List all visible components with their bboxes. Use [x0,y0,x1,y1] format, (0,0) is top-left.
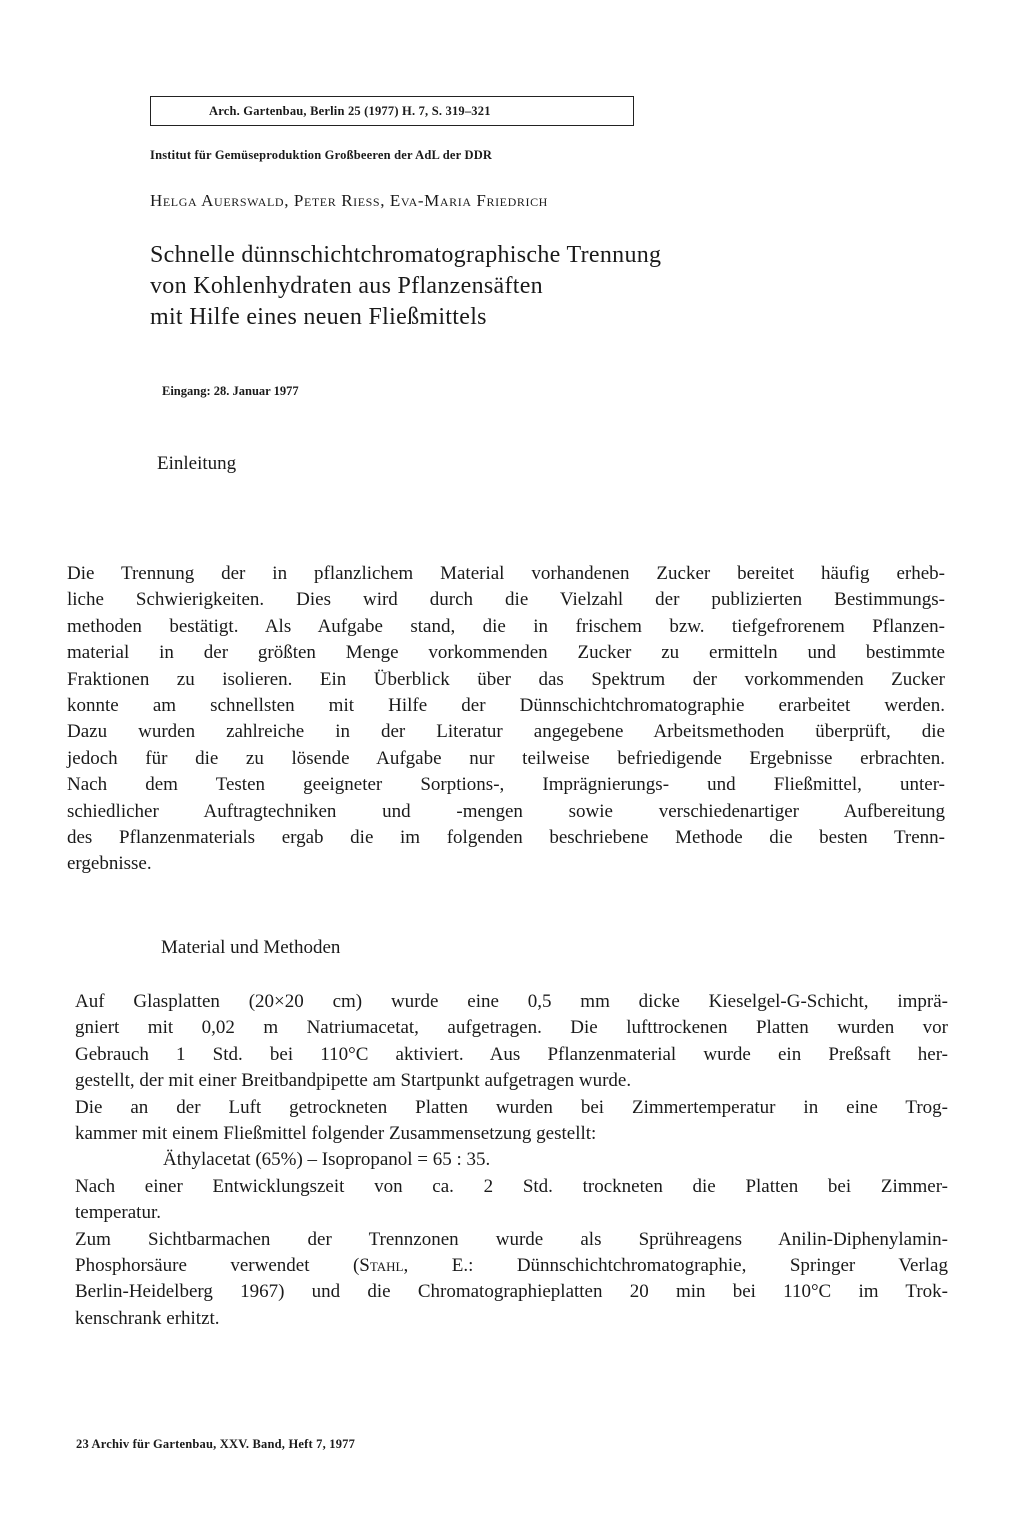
text-line: schiedlicher Auftragtechniken und -mengen sowie verschiedenartiger Aufbereitung [67,800,945,822]
text-line: Fraktionen zu isolieren. Ein Überblick über das Spektrum der vorkommenden Zucker [67,668,945,690]
paper-title [150,240,661,333]
text-line: gestellt, der mit einer Breitbandpipette am Startpunkt aufgetragen wurde. [75,1070,632,1092]
page-footer: 23 Archiv für Gartenbau, XXV. Band, Heft 7, 1977 [76,1437,356,1451]
text-line: Die an der Luft getrockneten Platten wurden bei Zimmertemperatur in eine Trog- [75,1096,948,1118]
title-line: Schnelle dünnschichtchromatographische Trennung [150,242,662,268]
text-line: Nach einer Entwicklungszeit von ca. 2 Std. trockneten die Platten bei Zimmer- [75,1175,948,1197]
text-line: Berlin-Heidelberg 1967) und die Chromatographieplatten 20 min bei 110°C im Trok- [75,1281,948,1303]
text-line: konnte am schnellsten mit Hilfe der Dünnschichtchromatographie erarbeitet werden. [67,695,945,717]
text-line: kammer mit einem Fließmittel folgender Zusammensetzung gestellt: [75,1123,597,1145]
text-fragment: Phosphorsäure verwendet ( [75,1255,360,1277]
text-line: des Pflanzenmaterials ergab die im folgenden beschriebene Methode die besten Trenn- [67,827,945,849]
cited-author: Stahl [359,1255,404,1277]
text-line: ergebnisse. [67,853,152,875]
text-line: gniert mit 0,02 m Natriumacetat, aufgetragen. Die lufttrockenen Platten wurden vor [75,1017,948,1039]
text-line: kenschrank erhitzt. [75,1307,220,1329]
received-date: Eingang: 28. Januar 1977 [162,384,299,398]
text-line [75,1253,948,1279]
institute-line: Institut für Gemüseproduktion Großbeeren der AdL der DDR [150,148,493,162]
title-line: von Kohlenhydraten aus Pflanzensäften [150,273,543,299]
text-line: liche Schwierigkeiten. Dies wird durch die Vielzahl der publizierten Bestimmungs- [67,589,945,611]
journal-citation-box [150,96,634,126]
text-line: Die Trennung der in pflanzlichem Material vorhandenen Zucker bereitet häufig erheb- [67,563,945,584]
methods-paragraph [75,989,948,1332]
journal-citation: Arch. Gartenbau, Berlin 25 (1977) H. 7, S. 319–321 [209,103,491,118]
text-line: methoden bestätigt. Als Aufgabe stand, die in frischem bzw. tiefgefrorenem Pflanzen- [67,615,945,637]
title-line: mit Hilfe eines neuen Fließmittels [150,304,487,330]
introduction-paragraph [67,561,945,878]
text-line: temperatur. [75,1202,161,1224]
text-line: Zum Sichtbarmachen der Trennzonen wurde als Sprühreagens Anilin-Diphenylamin- [75,1228,948,1250]
text-fragment: , E.: Dünnschichtchromatographie, Springer Verlag [403,1255,948,1277]
text-line: Nach dem Testen geeigneter Sorptions-, Imprägnierungs- und Fließmittel, unter- [67,774,945,796]
text-line: Auf Glasplatten (20×20 cm) wurde eine 0,5 mm dicke Kieselgel-G-Schicht, imprä- [75,991,948,1012]
section-heading-introduction: Einleitung [157,453,237,474]
solvent-formula: Äthylacetat (65%) – Isopropanol = 65 : 35. [163,1149,491,1171]
text-line: jedoch für die zu lösende Aufgabe nur teilweise befriedigende Ergebnisse erbrachten. [67,747,945,769]
text-line: Dazu wurden zahlreiche in der Literatur angegebene Arbeitsmethoden überprüft, die [67,721,945,743]
text-line: material in der größten Menge vorkommenden Zucker zu ermitteln und bestimmte [67,642,945,664]
section-heading-methods: Material und Methoden [161,937,341,958]
text-line: Gebrauch 1 Std. bei 110°C aktiviert. Aus Pflanzenmaterial wurde ein Preßsaft her- [75,1043,948,1065]
author-list: Helga Auerswald, Peter Riess, Eva-Maria Friedrich [150,191,548,210]
